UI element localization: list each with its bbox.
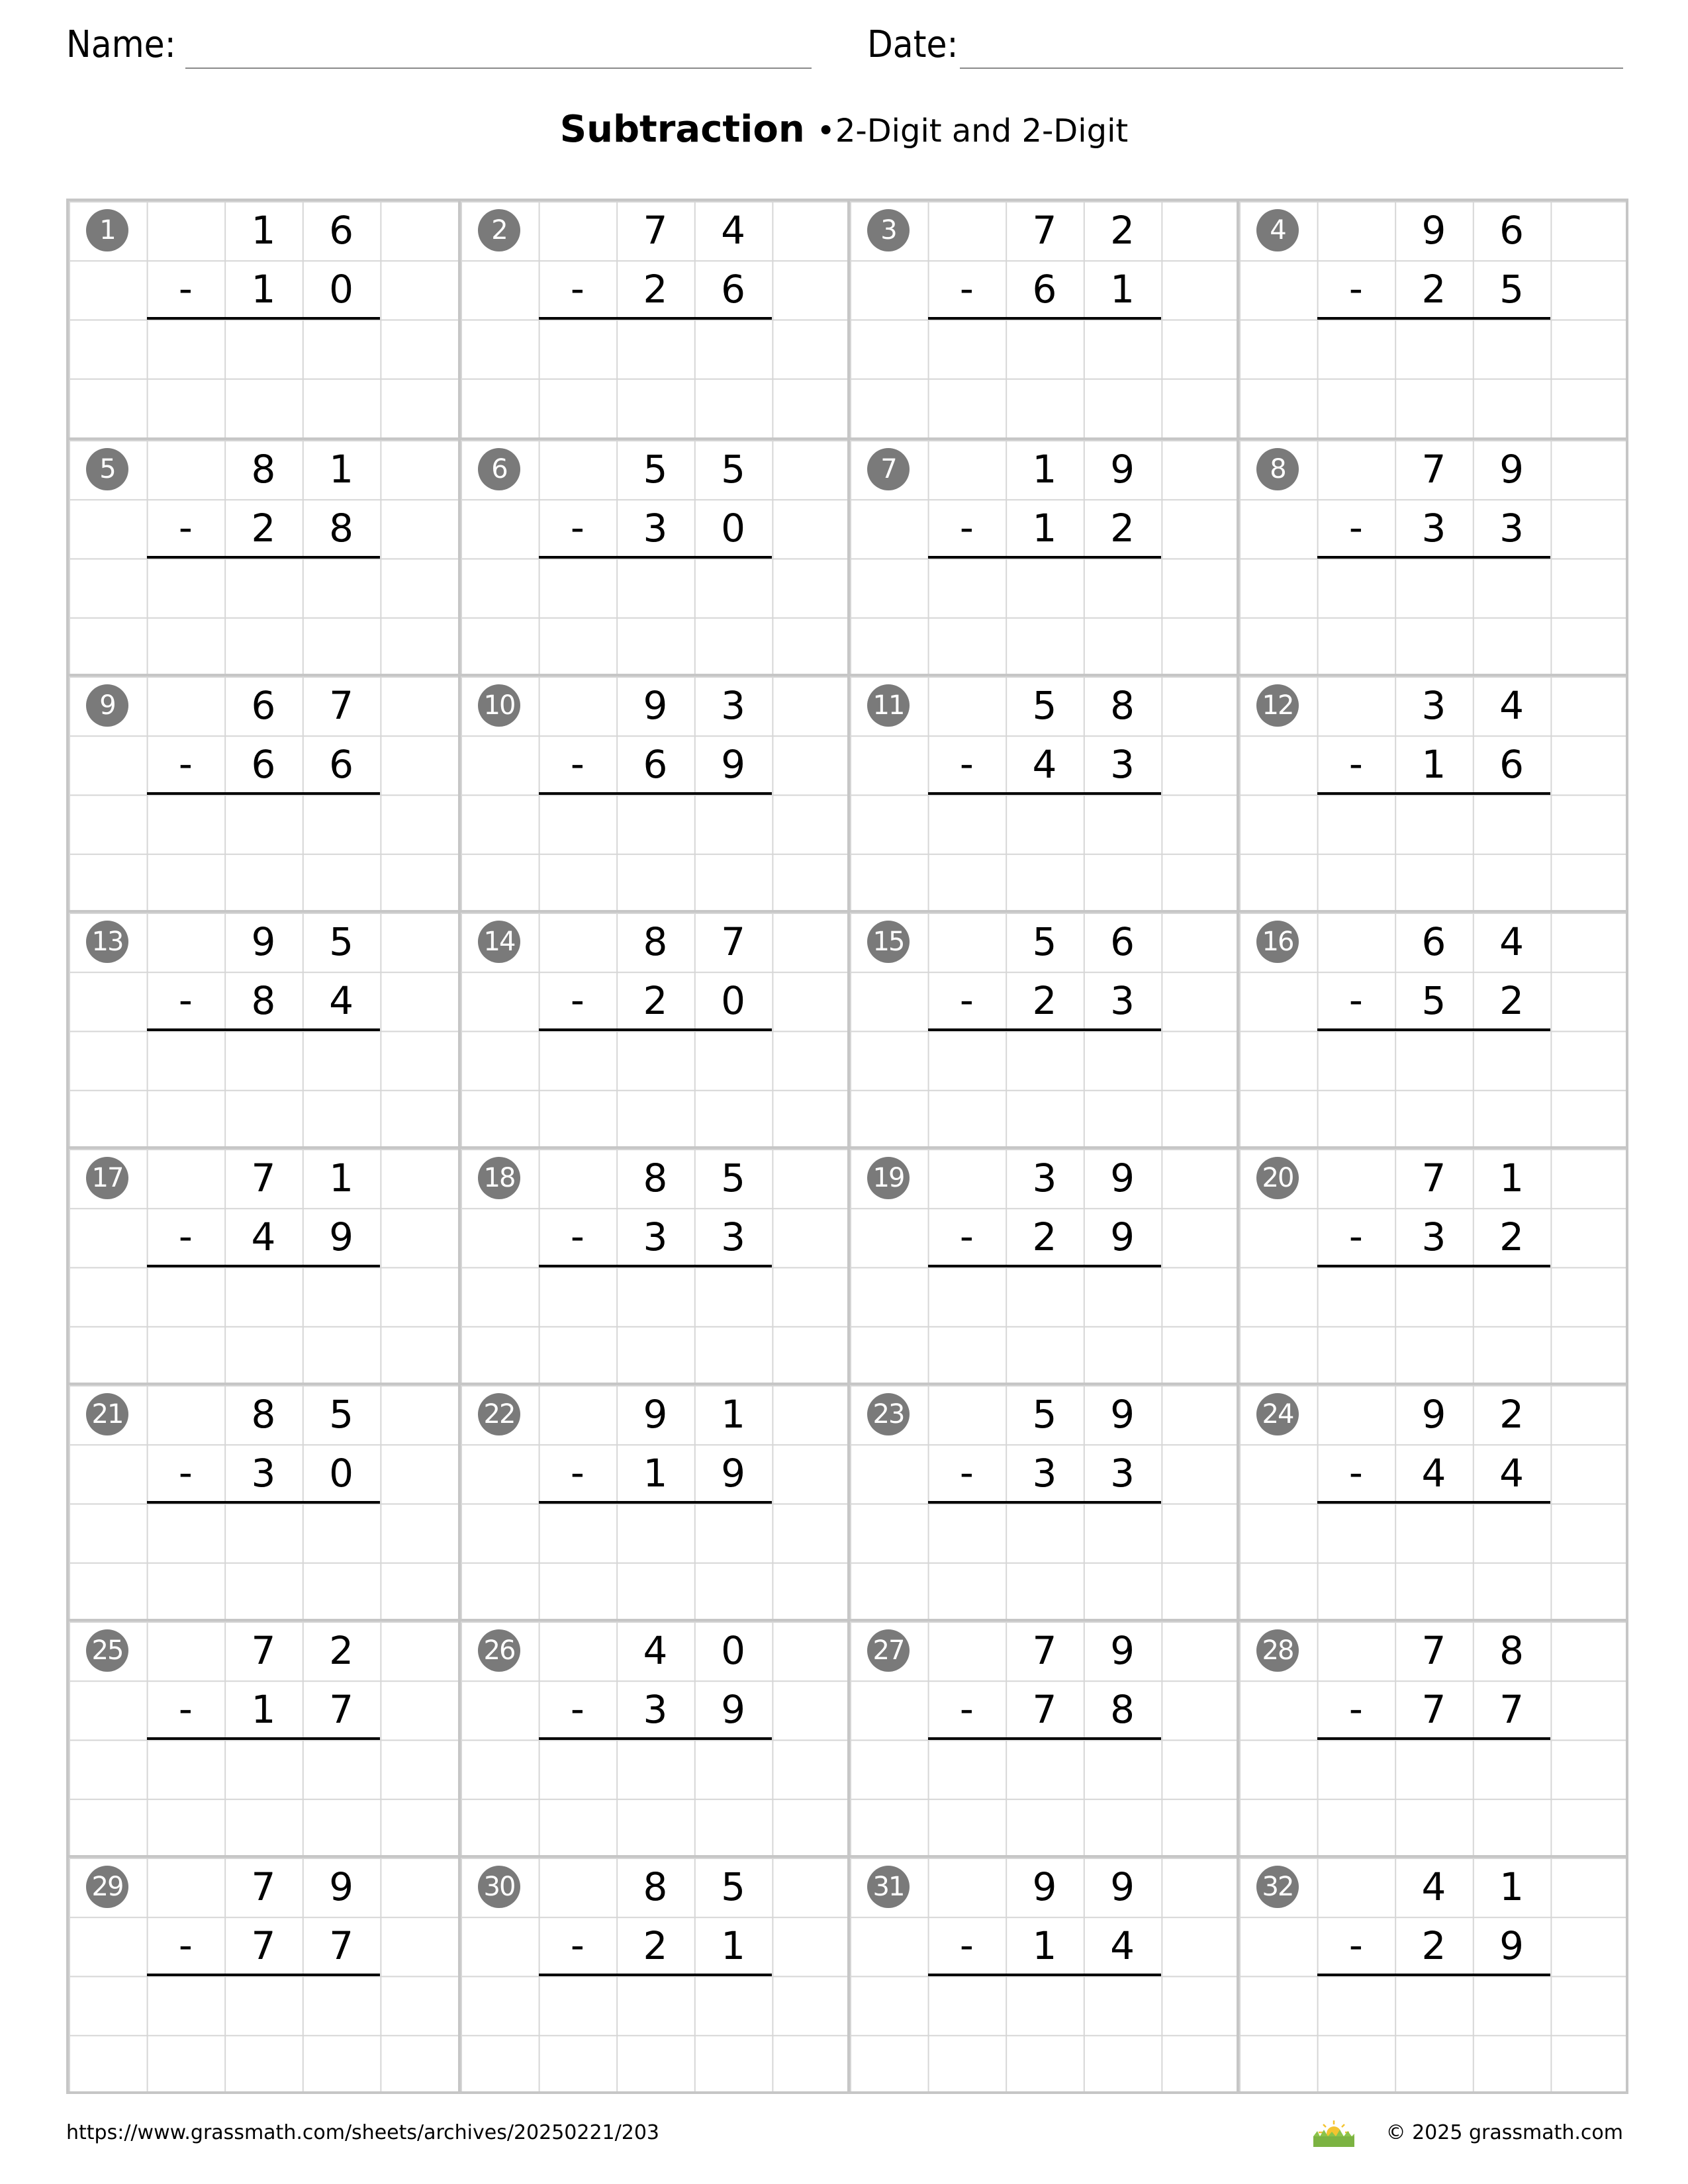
answer-area[interactable] bbox=[1317, 795, 1551, 913]
title-sub: 2-Digit and 2-Digit bbox=[835, 113, 1129, 150]
problem-number-badge: 1 bbox=[86, 209, 128, 251]
bottom-digit: 3 bbox=[1110, 978, 1135, 1024]
bottom-digit: 6 bbox=[1032, 267, 1057, 312]
problem-12 bbox=[1237, 674, 1626, 910]
minus-sign: - bbox=[959, 1686, 974, 1732]
bottom-digit: 8 bbox=[329, 506, 354, 551]
minus-sign: - bbox=[959, 505, 974, 551]
problem-7 bbox=[847, 437, 1237, 674]
problem-11 bbox=[847, 674, 1237, 910]
minus-sign: - bbox=[959, 978, 974, 1023]
top-digit: 2 bbox=[1499, 1392, 1524, 1437]
top-digit: 7 bbox=[1421, 1156, 1446, 1201]
answer-area[interactable] bbox=[147, 1031, 381, 1150]
top-digit: 1 bbox=[251, 208, 276, 253]
top-digit: 3 bbox=[1421, 683, 1446, 728]
top-digit: 7 bbox=[1032, 1628, 1057, 1673]
top-digit: 9 bbox=[1110, 1628, 1135, 1673]
minus-sign: - bbox=[178, 978, 193, 1023]
top-digit: 9 bbox=[1110, 1864, 1135, 1909]
bottom-digit: 8 bbox=[1110, 1687, 1135, 1733]
top-digit: 5 bbox=[1032, 683, 1057, 728]
problem-number-badge: 5 bbox=[86, 448, 128, 490]
top-digit: 8 bbox=[1110, 683, 1135, 728]
minus-sign: - bbox=[570, 1923, 585, 1968]
problem-number-badge: 9 bbox=[86, 684, 128, 727]
problem-number-badge: 31 bbox=[867, 1866, 910, 1908]
minus-sign: - bbox=[959, 1450, 974, 1496]
bottom-digit: 0 bbox=[329, 1451, 354, 1496]
bottom-digit: 9 bbox=[721, 1451, 746, 1496]
answer-area[interactable] bbox=[928, 1267, 1162, 1386]
problem-31 bbox=[847, 1855, 1237, 2091]
answer-area[interactable] bbox=[147, 559, 381, 677]
top-digit: 4 bbox=[1421, 1864, 1446, 1909]
top-digit: 3 bbox=[1032, 1156, 1057, 1201]
bottom-digit: 8 bbox=[251, 978, 276, 1024]
bottom-digit: 7 bbox=[1032, 1687, 1057, 1733]
grass-sun-logo-icon bbox=[1311, 2118, 1357, 2148]
bottom-digit: 2 bbox=[1032, 1214, 1057, 1260]
problem-18 bbox=[458, 1146, 847, 1383]
top-digit: 9 bbox=[1110, 1156, 1135, 1201]
top-digit: 5 bbox=[1032, 919, 1057, 964]
top-digit: 8 bbox=[251, 447, 276, 492]
answer-area[interactable] bbox=[147, 795, 381, 913]
bottom-digit: 9 bbox=[721, 1687, 746, 1733]
minus-sign: - bbox=[1348, 266, 1363, 312]
minus-sign: - bbox=[1348, 1450, 1363, 1496]
top-digit: 6 bbox=[251, 683, 276, 728]
problem-number-badge: 29 bbox=[86, 1866, 128, 1908]
problem-number-badge: 2 bbox=[478, 209, 520, 251]
problem-number-badge: 3 bbox=[867, 209, 910, 251]
top-digit: 7 bbox=[643, 208, 668, 253]
problem-10 bbox=[458, 674, 847, 910]
answer-area[interactable] bbox=[928, 1740, 1162, 1858]
bottom-digit: 1 bbox=[1110, 267, 1135, 312]
problem-number-badge: 26 bbox=[478, 1629, 520, 1672]
problem-14 bbox=[458, 910, 847, 1146]
bottom-digit: 4 bbox=[1421, 1451, 1446, 1496]
bottom-digit: 2 bbox=[251, 506, 276, 551]
top-digit: 8 bbox=[251, 1392, 276, 1437]
top-digit: 5 bbox=[643, 447, 668, 492]
minus-sign: - bbox=[570, 1450, 585, 1496]
bottom-digit: 1 bbox=[721, 1923, 746, 1969]
answer-area[interactable] bbox=[147, 1976, 381, 2095]
top-digit: 1 bbox=[1499, 1864, 1524, 1909]
answer-area[interactable] bbox=[928, 559, 1162, 677]
bottom-digit: 2 bbox=[1110, 506, 1135, 551]
top-digit: 9 bbox=[1421, 1392, 1446, 1437]
problem-number-badge: 32 bbox=[1256, 1866, 1299, 1908]
top-digit: 1 bbox=[1032, 447, 1057, 492]
problem-number-badge: 12 bbox=[1256, 684, 1299, 727]
answer-area[interactable] bbox=[147, 320, 381, 438]
problem-17 bbox=[69, 1146, 458, 1383]
bottom-digit: 0 bbox=[721, 506, 746, 551]
problem-number-badge: 24 bbox=[1256, 1393, 1299, 1435]
top-digit: 1 bbox=[1499, 1156, 1524, 1201]
problem-20 bbox=[1237, 1146, 1626, 1383]
top-digit: 7 bbox=[1421, 447, 1446, 492]
bottom-digit: 1 bbox=[251, 267, 276, 312]
problem-25 bbox=[69, 1619, 458, 1855]
bottom-digit: 4 bbox=[1110, 1923, 1135, 1969]
minus-sign: - bbox=[570, 266, 585, 312]
minus-sign: - bbox=[1348, 1686, 1363, 1732]
problem-number-badge: 18 bbox=[478, 1157, 520, 1199]
problem-29 bbox=[69, 1855, 458, 2091]
answer-area[interactable] bbox=[539, 559, 773, 677]
answer-area[interactable] bbox=[1317, 1740, 1551, 1858]
top-digit: 9 bbox=[1499, 447, 1524, 492]
top-digit: 8 bbox=[1499, 1628, 1524, 1673]
bottom-digit: 2 bbox=[643, 978, 668, 1024]
problem-22 bbox=[458, 1383, 847, 1619]
bottom-digit: 9 bbox=[1499, 1923, 1524, 1969]
top-digit: 3 bbox=[721, 683, 746, 728]
top-digit: 9 bbox=[643, 1392, 668, 1437]
problem-27 bbox=[847, 1619, 1237, 1855]
top-digit: 8 bbox=[643, 1156, 668, 1201]
problem-21 bbox=[69, 1383, 458, 1619]
top-digit: 6 bbox=[1499, 208, 1524, 253]
top-digit: 9 bbox=[1032, 1864, 1057, 1909]
problem-number-badge: 15 bbox=[867, 921, 910, 963]
problem-number-badge: 16 bbox=[1256, 921, 1299, 963]
problem-number-badge: 21 bbox=[86, 1393, 128, 1435]
page-title bbox=[0, 106, 1688, 155]
answer-area[interactable] bbox=[928, 795, 1162, 913]
top-digit: 4 bbox=[1499, 683, 1524, 728]
problem-number-badge: 8 bbox=[1256, 448, 1299, 490]
top-digit: 1 bbox=[721, 1392, 746, 1437]
problem-number-badge: 19 bbox=[867, 1157, 910, 1199]
bottom-digit: 3 bbox=[1110, 742, 1135, 788]
bottom-digit: 7 bbox=[1499, 1687, 1524, 1733]
answer-area[interactable] bbox=[539, 1504, 773, 1622]
top-digit: 9 bbox=[1110, 1392, 1135, 1437]
bottom-digit: 3 bbox=[1032, 1451, 1057, 1496]
answer-area[interactable] bbox=[928, 1976, 1162, 2095]
date-line[interactable] bbox=[960, 68, 1623, 69]
bottom-digit: 0 bbox=[721, 978, 746, 1024]
problem-9 bbox=[69, 674, 458, 910]
problem-grid bbox=[66, 199, 1628, 2094]
top-digit: 9 bbox=[1421, 208, 1446, 253]
answer-area[interactable] bbox=[1317, 1976, 1551, 2095]
bottom-digit: 2 bbox=[1499, 978, 1524, 1024]
bottom-digit: 1 bbox=[251, 1687, 276, 1733]
bottom-digit: 5 bbox=[1499, 267, 1524, 312]
answer-area[interactable] bbox=[1317, 1031, 1551, 1150]
bottom-digit: 4 bbox=[1499, 1451, 1524, 1496]
problem-number-badge: 6 bbox=[478, 448, 520, 490]
bottom-digit: 0 bbox=[329, 267, 354, 312]
problem-number-badge: 30 bbox=[478, 1866, 520, 1908]
bottom-digit: 9 bbox=[1110, 1214, 1135, 1260]
bottom-digit: 3 bbox=[1499, 506, 1524, 551]
problem-28 bbox=[1237, 1619, 1626, 1855]
footer-url: https://www.grassmath.com/sheets/archives/20250221/203 bbox=[66, 2121, 660, 2144]
top-digit: 1 bbox=[329, 447, 354, 492]
top-digit: 7 bbox=[329, 683, 354, 728]
problem-number-badge: 10 bbox=[478, 684, 520, 727]
problem-number-badge: 20 bbox=[1256, 1157, 1299, 1199]
bottom-digit: 2 bbox=[1421, 267, 1446, 312]
problem-26 bbox=[458, 1619, 847, 1855]
minus-sign: - bbox=[570, 1686, 585, 1732]
top-digit: 5 bbox=[721, 1864, 746, 1909]
top-digit: 4 bbox=[643, 1628, 668, 1673]
minus-sign: - bbox=[1348, 1214, 1363, 1259]
bottom-digit: 3 bbox=[643, 1214, 668, 1260]
top-digit: 8 bbox=[643, 919, 668, 964]
title-separator: • bbox=[816, 113, 835, 150]
problem-23 bbox=[847, 1383, 1237, 1619]
problem-number-badge: 7 bbox=[867, 448, 910, 490]
bottom-digit: 1 bbox=[643, 1451, 668, 1496]
top-digit: 8 bbox=[643, 1864, 668, 1909]
answer-area[interactable] bbox=[147, 1504, 381, 1622]
problem-24 bbox=[1237, 1383, 1626, 1619]
problem-32 bbox=[1237, 1855, 1626, 2091]
bottom-digit: 3 bbox=[1421, 506, 1446, 551]
minus-sign: - bbox=[178, 266, 193, 312]
minus-sign: - bbox=[959, 1923, 974, 1968]
problem-15 bbox=[847, 910, 1237, 1146]
bottom-digit: 2 bbox=[643, 267, 668, 312]
bottom-digit: 7 bbox=[329, 1687, 354, 1733]
answer-area[interactable] bbox=[928, 1504, 1162, 1622]
problem-number-badge: 4 bbox=[1256, 209, 1299, 251]
problem-4 bbox=[1237, 201, 1626, 437]
bottom-digit: 3 bbox=[1421, 1214, 1446, 1260]
name-label: Name: bbox=[66, 23, 176, 66]
top-digit: 7 bbox=[721, 919, 746, 964]
date-label: Date: bbox=[867, 23, 959, 66]
bottom-digit: 4 bbox=[251, 1214, 276, 1260]
top-digit: 6 bbox=[329, 208, 354, 253]
bottom-digit: 1 bbox=[1032, 506, 1057, 551]
minus-sign: - bbox=[178, 1450, 193, 1496]
minus-sign: - bbox=[570, 741, 585, 787]
answer-area[interactable] bbox=[928, 1031, 1162, 1150]
minus-sign: - bbox=[178, 741, 193, 787]
minus-sign: - bbox=[178, 1923, 193, 1968]
answer-area[interactable] bbox=[539, 320, 773, 438]
bottom-digit: 9 bbox=[721, 742, 746, 788]
problem-number-badge: 28 bbox=[1256, 1629, 1299, 1672]
problem-number-badge: 22 bbox=[478, 1393, 520, 1435]
top-digit: 5 bbox=[721, 1156, 746, 1201]
problem-30 bbox=[458, 1855, 847, 2091]
problem-2 bbox=[458, 201, 847, 437]
minus-sign: - bbox=[1348, 978, 1363, 1023]
top-digit: 5 bbox=[721, 447, 746, 492]
answer-area[interactable] bbox=[147, 1740, 381, 1858]
title-main: Subtraction bbox=[559, 108, 805, 151]
top-digit: 7 bbox=[1421, 1628, 1446, 1673]
minus-sign: - bbox=[178, 1214, 193, 1259]
top-digit: 7 bbox=[251, 1628, 276, 1673]
problem-number-badge: 14 bbox=[478, 921, 520, 963]
minus-sign: - bbox=[570, 1214, 585, 1259]
top-digit: 6 bbox=[1421, 919, 1446, 964]
problem-number-badge: 11 bbox=[867, 684, 910, 727]
bottom-digit: 6 bbox=[329, 742, 354, 788]
bottom-digit: 2 bbox=[1421, 1923, 1446, 1969]
problem-6 bbox=[458, 437, 847, 674]
top-digit: 5 bbox=[1032, 1392, 1057, 1437]
top-digit: 9 bbox=[251, 919, 276, 964]
bottom-digit: 6 bbox=[1499, 742, 1524, 788]
answer-area[interactable] bbox=[1317, 320, 1551, 438]
bottom-digit: 5 bbox=[1421, 978, 1446, 1024]
problem-5 bbox=[69, 437, 458, 674]
top-digit: 9 bbox=[329, 1864, 354, 1909]
answer-area[interactable] bbox=[539, 1267, 773, 1386]
answer-area[interactable] bbox=[539, 1740, 773, 1858]
top-digit: 9 bbox=[1110, 447, 1135, 492]
answer-area[interactable] bbox=[928, 320, 1162, 438]
bottom-digit: 2 bbox=[643, 1923, 668, 1969]
footer-copyright: © 2025 grassmath.com bbox=[1385, 2121, 1623, 2144]
problem-3 bbox=[847, 201, 1237, 437]
bottom-digit: 3 bbox=[643, 506, 668, 551]
bottom-digit: 3 bbox=[721, 1214, 746, 1260]
bottom-digit: 7 bbox=[1421, 1687, 1446, 1733]
answer-area[interactable] bbox=[1317, 1267, 1551, 1386]
bottom-digit: 6 bbox=[251, 742, 276, 788]
bottom-digit: 6 bbox=[721, 267, 746, 312]
top-digit: 5 bbox=[329, 919, 354, 964]
bottom-digit: 7 bbox=[251, 1923, 276, 1969]
answer-area[interactable] bbox=[147, 1267, 381, 1386]
answer-area[interactable] bbox=[1317, 1504, 1551, 1622]
bottom-digit: 1 bbox=[1421, 742, 1446, 788]
answer-area[interactable] bbox=[539, 795, 773, 913]
bottom-digit: 2 bbox=[1032, 978, 1057, 1024]
bottom-digit: 6 bbox=[643, 742, 668, 788]
minus-sign: - bbox=[178, 1686, 193, 1732]
bottom-digit: 3 bbox=[643, 1687, 668, 1733]
bottom-digit: 3 bbox=[1110, 1451, 1135, 1496]
top-digit: 7 bbox=[1032, 208, 1057, 253]
answer-area[interactable] bbox=[539, 1976, 773, 2095]
problem-number-badge: 25 bbox=[86, 1629, 128, 1672]
minus-sign: - bbox=[1348, 1923, 1363, 1968]
name-line[interactable] bbox=[185, 68, 812, 69]
top-digit: 6 bbox=[1110, 919, 1135, 964]
top-digit: 7 bbox=[251, 1864, 276, 1909]
top-digit: 1 bbox=[329, 1156, 354, 1201]
top-digit: 5 bbox=[329, 1392, 354, 1437]
answer-area[interactable] bbox=[539, 1031, 773, 1150]
problem-number-badge: 27 bbox=[867, 1629, 910, 1672]
problem-number-badge: 13 bbox=[86, 921, 128, 963]
bottom-digit: 1 bbox=[1032, 1923, 1057, 1969]
bottom-digit: 4 bbox=[1032, 742, 1057, 788]
bottom-digit: 4 bbox=[329, 978, 354, 1024]
bottom-digit: 3 bbox=[251, 1451, 276, 1496]
minus-sign: - bbox=[959, 266, 974, 312]
bottom-digit: 2 bbox=[1499, 1214, 1524, 1260]
minus-sign: - bbox=[959, 741, 974, 787]
minus-sign: - bbox=[959, 1214, 974, 1259]
minus-sign: - bbox=[178, 505, 193, 551]
problem-16 bbox=[1237, 910, 1626, 1146]
top-digit: 4 bbox=[1499, 919, 1524, 964]
minus-sign: - bbox=[1348, 505, 1363, 551]
bottom-digit: 9 bbox=[329, 1214, 354, 1260]
bottom-digit: 7 bbox=[329, 1923, 354, 1969]
top-digit: 4 bbox=[721, 208, 746, 253]
problem-8 bbox=[1237, 437, 1626, 674]
problem-number-badge: 17 bbox=[86, 1157, 128, 1199]
top-digit: 2 bbox=[329, 1628, 354, 1673]
top-digit: 0 bbox=[721, 1628, 746, 1673]
problem-13 bbox=[69, 910, 458, 1146]
top-digit: 2 bbox=[1110, 208, 1135, 253]
problem-1 bbox=[69, 201, 458, 437]
problem-number-badge: 23 bbox=[867, 1393, 910, 1435]
minus-sign: - bbox=[570, 978, 585, 1023]
problem-19 bbox=[847, 1146, 1237, 1383]
minus-sign: - bbox=[570, 505, 585, 551]
top-digit: 7 bbox=[251, 1156, 276, 1201]
minus-sign: - bbox=[1348, 741, 1363, 787]
answer-area[interactable] bbox=[1317, 559, 1551, 677]
top-digit: 9 bbox=[643, 683, 668, 728]
